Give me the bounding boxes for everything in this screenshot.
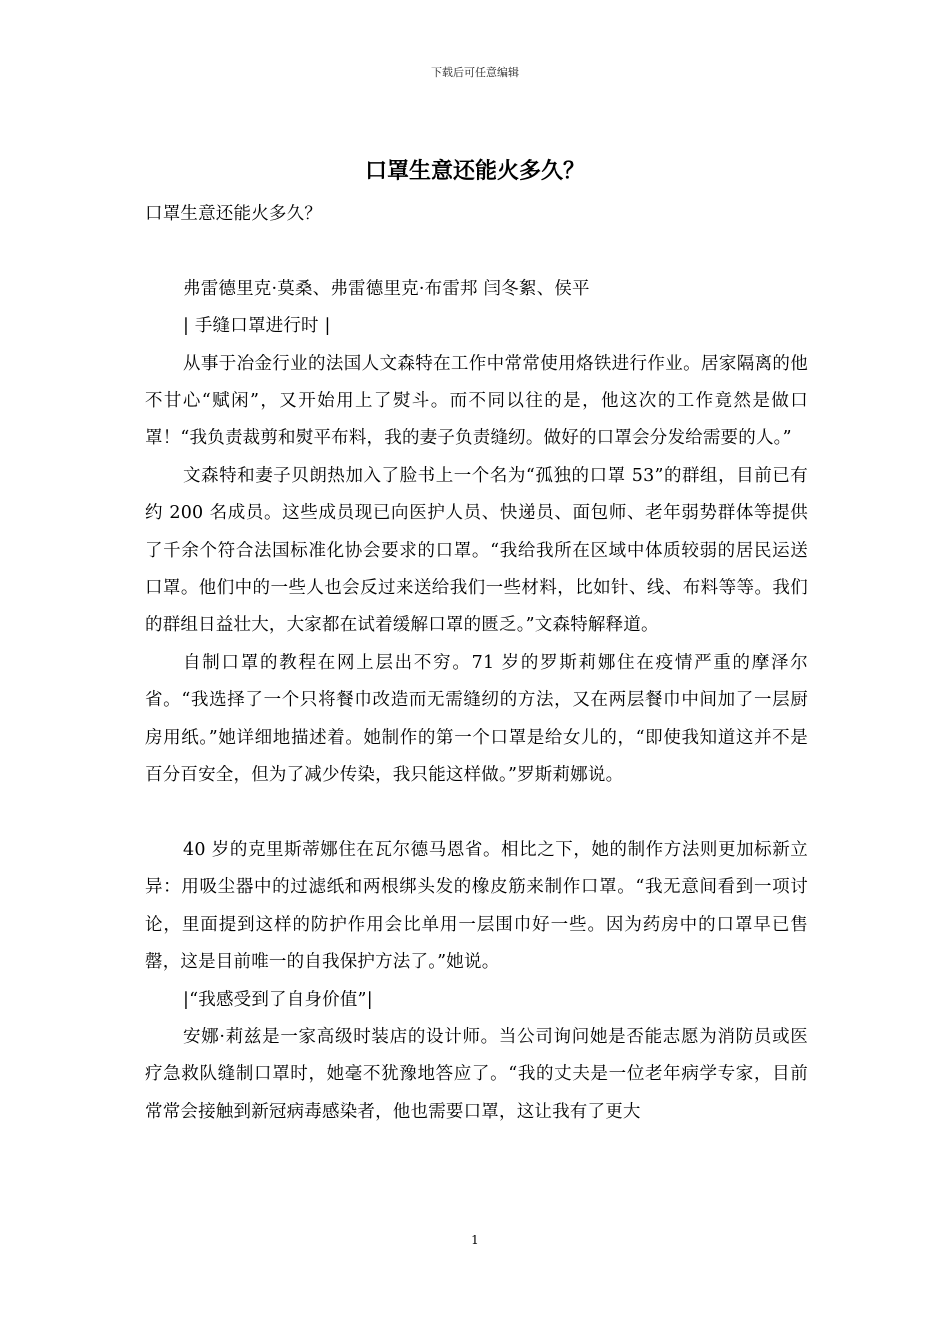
paragraph: |“我感受到了自身价值”| (183, 989, 373, 1010)
paragraph-spacer (145, 794, 808, 831)
paragraph: 自制口罩的教程在网上层出不穷。71 岁的罗斯莉娜住在疫情严重的摩泽尔省。“我选择了一个只将餐巾改造而无需缝纫的方法，又在两层餐巾中间加了一层厨房用纸。”她详细地描述着。她制作的第一个口罩是给女儿的，“即使我知道这并不是百分百安全，但为了减少传染，我只能这样做。”罗斯莉娜说。 (145, 652, 808, 786)
paragraph: 从事于冶金行业的法国人文森特在工作中常常使用烙铁进行作业。居家隔离的他不甘心“赋闲”，又开始用上了熨斗。而不同以往的是，他这次的工作竟然是做口罩！“我负责裁剪和熨平布料，我的妻子负责缝纫。做好的口罩会分发给需要的人。” (145, 353, 808, 449)
paragraph: 口罩生意还能火多久？ (145, 204, 322, 224)
paragraph: 文森特和妻子贝朗热加入了脸书上一个名为“孤独的口罩 53”的群组，目前已有约 200 名成员。这些成员现已向医护人员、快递员、面包师、老年弱势群体等提供了千余个符合法国标准化协会要求的口罩。“我给我所在区域中体质较弱的居民运送口罩。他们中的一些人也会反过来送给我们一些材料，比如针、线、布料等等。我们的群组日益壮大，大家都在试着缓解口罩的匮乏。”文森特解释道。 (145, 465, 808, 636)
paragraph-spacer (145, 233, 808, 270)
paragraph: 安娜·莉兹是一家高级时装店的设计师。当公司询问她是否能志愿为消防员或医疗急救队缝制口罩时，她毫不犹豫地答应了。“我的丈夫是一位老年病学专家，目前常常会接触到新冠病毒感染者，他也需要口罩，这让我有了更大 (145, 1026, 808, 1122)
document-body (145, 196, 808, 1131)
document-title: 口罩生意还能火多久？ (364, 158, 585, 184)
paragraph: 弗雷德里克·莫桑、弗雷德里克·布雷邦 闫冬絮、侯平 (183, 278, 590, 299)
page-number: 1 (471, 1233, 479, 1247)
page-header-note: 下载后可任意编辑 (431, 66, 519, 79)
paragraph: | 手缝口罩进行时 | (183, 316, 331, 337)
paragraph: 40 岁的克里斯蒂娜住在瓦尔德马恩省。相比之下，她的制作方法则更加标新立异：用吸尘器中的过滤纸和两根绑头发的橡皮筋来制作口罩。“我无意间看到一项讨论，里面提到这样的防护作用会比单用一层围巾好一些。因为药房中的口罩早已售罄，这是目前唯一的自我保护方法了。”她说。 (145, 839, 808, 973)
